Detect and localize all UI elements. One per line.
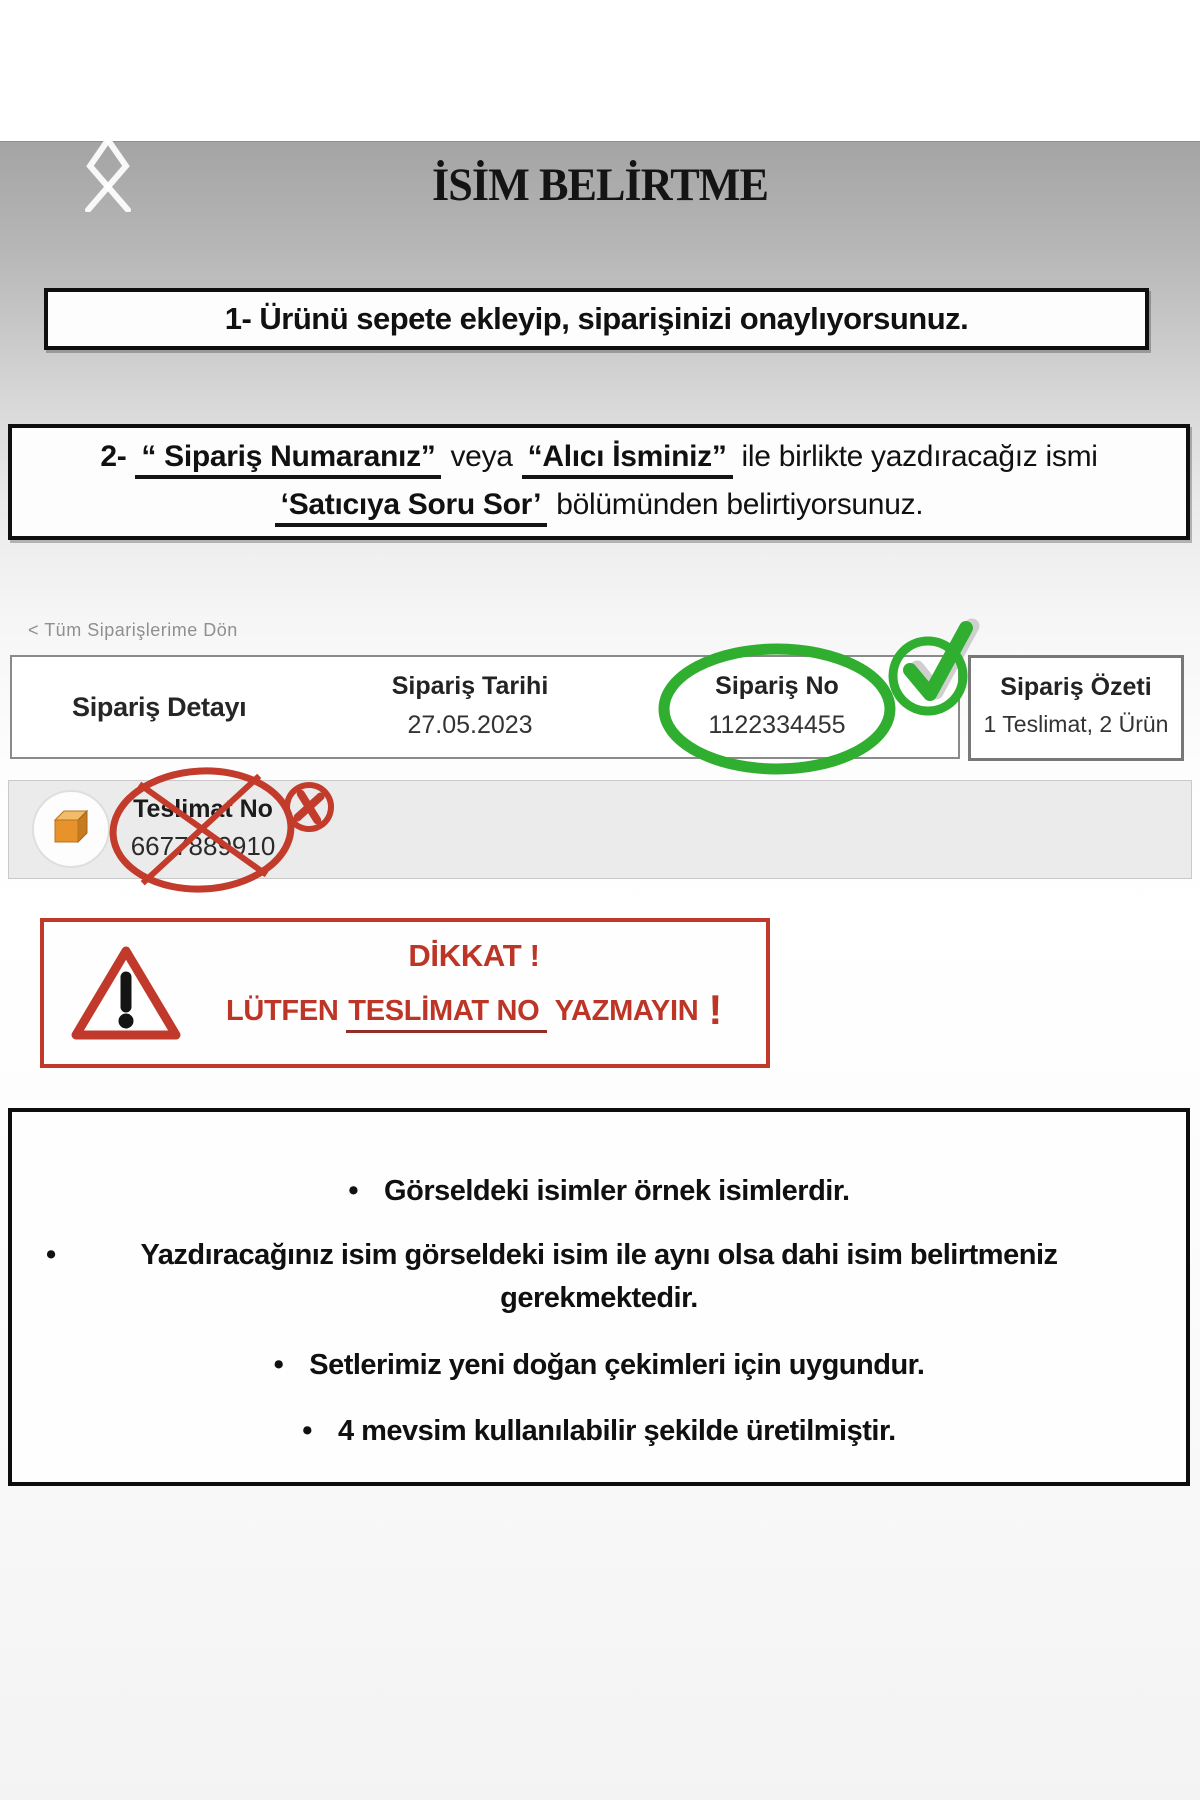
step2-mid: veya	[450, 440, 513, 473]
package-cube-icon	[47, 804, 93, 850]
order-summary-box	[968, 655, 1184, 761]
step2-box	[8, 424, 1190, 540]
step2-line2	[12, 488, 1186, 522]
warning-text-column	[194, 922, 754, 1034]
step1-text: 1- Ürünü sepete ekleyip, siparişinizi onaylıyorsunuz.	[224, 301, 969, 336]
step2-tail: ile birlikte yazdıracağız ismi	[741, 440, 1098, 473]
warning-line	[194, 986, 754, 1034]
order-date-value: 27.05.2023	[407, 711, 533, 739]
note-item	[12, 1410, 1186, 1453]
note-item	[12, 1170, 1186, 1213]
page-title: İSİM BELİRTME	[431, 159, 769, 211]
order-no-value: 1122334455	[708, 711, 846, 739]
order-summary-inner	[971, 658, 1181, 738]
order-date-label: Sipariş Tarihi	[391, 672, 549, 700]
note-text: 4 mevsim kullanılabilir şekilde üretilmiştir.	[337, 1415, 896, 1447]
red-x-badge-icon	[280, 778, 338, 836]
back-to-orders-link[interactable]: < Tüm Siparişlerime Dön	[28, 620, 238, 640]
bullet-icon: •	[46, 1239, 56, 1271]
delivery-no-value: 6677889910	[130, 831, 276, 861]
step2-tail2: bölümünden belirtiyorsunuz.	[556, 488, 924, 521]
warning-box	[40, 918, 770, 1068]
order-date-column	[350, 672, 590, 740]
note-text: Görseldeki isimler örnek isimlerdir.	[384, 1175, 850, 1207]
step2-order-no-segment: “ Sipariş Numaranız”	[135, 440, 441, 479]
order-summary-label: Sipariş Özeti	[1000, 673, 1152, 701]
order-summary-value: 1 Teslimat, 2 Ürün	[983, 711, 1169, 737]
notes-box	[8, 1108, 1190, 1486]
step1-box	[44, 288, 1149, 350]
warning-suffix: YAZMAYIN	[554, 995, 699, 1027]
green-check-icon	[884, 612, 980, 724]
red-prohibition-ellipse	[104, 764, 300, 896]
green-highlight-ellipse	[652, 640, 902, 778]
note-text: Yazdıracağınız isim görseldeki isim ile aynı olsa dahi isim belirtmeniz gerekmektedir.	[140, 1239, 1058, 1314]
delivery-no-label: Teslimat No	[133, 795, 273, 823]
note-text: Setlerimiz yeni doğan çekimleri için uygundur.	[309, 1349, 925, 1381]
step2-buyer-name-segment: “Alıcı İsminiz”	[522, 440, 733, 479]
warning-underlined: TESLİMAT NO	[346, 995, 547, 1033]
warning-prefix: LÜTFEN	[225, 995, 339, 1027]
warning-triangle-icon	[70, 944, 182, 1046]
note-item	[12, 1234, 1186, 1320]
step2-prefix: 2-	[100, 440, 127, 473]
bullet-icon: •	[273, 1349, 284, 1381]
warning-exclamation: !	[708, 986, 723, 1033]
bullet-icon: •	[348, 1175, 359, 1207]
note-item	[12, 1344, 1186, 1387]
order-detail-label: Sipariş Detayı	[72, 692, 247, 722]
step2-line1	[12, 440, 1186, 474]
order-no-label: Sipariş No	[715, 672, 839, 700]
bullet-icon: •	[302, 1415, 312, 1447]
warning-title: DİKKAT !	[408, 938, 540, 973]
step2-ask-seller-segment: ‘Satıcıya Soru Sor’	[275, 488, 548, 527]
